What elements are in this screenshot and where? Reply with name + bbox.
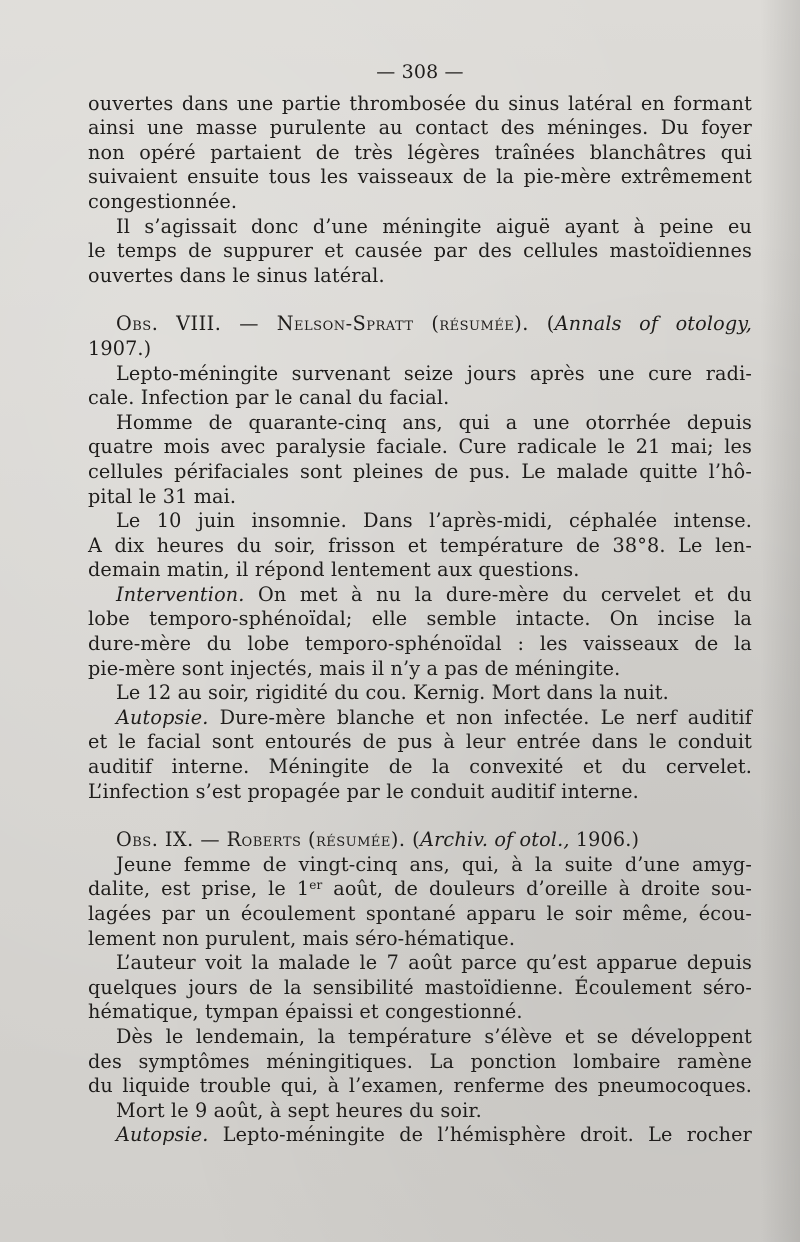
autopsie-label: Autopsie. bbox=[116, 705, 209, 729]
text-line: lobe temporo-sphénoïdal; elle semble intacte. On incise la bbox=[88, 607, 752, 631]
text-line: quelques jours de la sensibilité mastoïdienne. Écoulement séro- bbox=[88, 975, 752, 999]
intervention-text: On met à nu la dure-mère du cervelet et du bbox=[244, 582, 752, 606]
obs-ix-label: Obs. IX. — Roberts (résumée). ( bbox=[116, 828, 421, 852]
section-gap bbox=[88, 288, 752, 312]
text-line: ainsi une masse purulente au contact des méninges. Du foyer bbox=[88, 116, 752, 140]
text-line: non opéré partaient de très légères traînées blanchâtres qui bbox=[88, 140, 752, 164]
autopsie-line bbox=[88, 706, 752, 731]
intervention-line bbox=[88, 583, 752, 608]
text-line: auditif interne. Méningite de la convexité et du cervelet. bbox=[88, 755, 752, 779]
autopsie-line bbox=[88, 1123, 752, 1148]
obs-ix-heading bbox=[88, 828, 752, 853]
text-line: ouvertes dans le sinus latéral. bbox=[88, 263, 385, 287]
text-line: L’auteur voit la malade le 7 août parce qu’est apparue depuis bbox=[116, 951, 752, 975]
text-line: Dès le lendemain, la température s’élève et se développent bbox=[116, 1024, 752, 1048]
autopsie-label: Autopsie. bbox=[116, 1123, 209, 1147]
text-line: des symptômes méningitiques. La ponction lombaire ramène bbox=[88, 1049, 752, 1073]
text-line: cellules périfaciales sont pleines de pus. Le malade quitte l’hô- bbox=[88, 459, 752, 483]
obs-ix-journal: Archiv. of otol., bbox=[420, 828, 570, 852]
text-line: pie-mère sont injectés, mais il n’y a pas de méningite. bbox=[88, 656, 621, 680]
intervention-label: Intervention. bbox=[116, 582, 245, 606]
text-line: lement non purulent, mais séro-hématique. bbox=[88, 926, 516, 950]
text-fragment: août, de douleurs d’oreille à droite sou- bbox=[322, 877, 753, 901]
text-line: Il s’agissait donc d’une méningite aiguë ayant à peine eu bbox=[116, 214, 752, 238]
text-line: L’infection s’est propagée par le conduit auditif interne. bbox=[88, 779, 639, 803]
text-line: Lepto-méningite survenant seize jours après une cure radi- bbox=[116, 361, 752, 385]
text-line: pital le 31 mai. bbox=[88, 484, 237, 508]
obs-viii-journal: Annals of otology, bbox=[554, 312, 752, 336]
text-fragment: dalite, est prise, le 1 bbox=[88, 877, 310, 901]
text-line: le temps de suppurer et causée par des cellules mastoïdiennes bbox=[88, 239, 752, 263]
section-gap bbox=[88, 804, 752, 828]
text-line: quatre mois avec paralysie faciale. Cure radicale le 21 mai; les bbox=[88, 435, 752, 459]
text-line: Le 10 juin insomnie. Dans l’après-midi, céphalée intense. bbox=[116, 509, 752, 533]
text-line: Mort le 9 août, à sept heures du soir. bbox=[116, 1098, 482, 1122]
text-line: lagées par un écoulement spontané apparu le soir même, écou- bbox=[88, 902, 752, 925]
page-number: — 308 — bbox=[376, 61, 464, 83]
obs-viii-heading bbox=[88, 312, 752, 337]
text-line: hématique, tympan épaissi et congestionné. bbox=[88, 1000, 523, 1024]
text-line: Homme de quarante-cinq ans, qui a une otorrhée depuis bbox=[116, 410, 752, 434]
page-edge-shadow bbox=[760, 0, 800, 1242]
obs-viii-label: Obs. VIII. — Nelson-Spratt (résumée). ( bbox=[116, 312, 555, 336]
text-line: ouvertes dans une partie thrombosée du sinus latéral en formant bbox=[88, 91, 752, 115]
text-line: congestionnée. bbox=[88, 189, 238, 213]
text-line: demain matin, il répond lentement aux questions. bbox=[88, 558, 580, 582]
text-line: du liquide trouble qui, à l’examen, renferme des pneumocoques. bbox=[88, 1074, 752, 1098]
autopsie-text: Dure-mère blanche et non infectée. Le nerf auditif bbox=[208, 705, 752, 729]
text-line: A dix heures du soir, frisson et température de 38°8. Le len- bbox=[88, 533, 752, 557]
text-line: cale. Infection par le canal du facial. bbox=[88, 386, 450, 410]
obs-ix-year: 1906.) bbox=[569, 828, 640, 852]
text-line: Jeune femme de vingt-cinq ans, qui, à la suite d’une amyg- bbox=[116, 852, 752, 876]
text-line: dure-mère du lobe temporo-sphénoïdal : les vaisseaux de la bbox=[88, 632, 752, 656]
text-line: 1907.) bbox=[88, 336, 152, 360]
text-line: suivaient ensuite tous les vaisseaux de la pie-mère extrêmement bbox=[88, 165, 752, 189]
text-line-superscript bbox=[88, 877, 752, 902]
superscript-er: er bbox=[309, 878, 323, 893]
page-text bbox=[88, 60, 752, 1148]
text-line: Le 12 au soir, rigidité du cou. Kernig. Mort dans la nuit. bbox=[116, 681, 669, 705]
text-line: et le facial sont entourés de pus à leur entrée dans le conduit bbox=[88, 730, 752, 754]
autopsie-text: Lepto-méningite de l’hémisphère droit. Le rocher bbox=[208, 1123, 752, 1147]
